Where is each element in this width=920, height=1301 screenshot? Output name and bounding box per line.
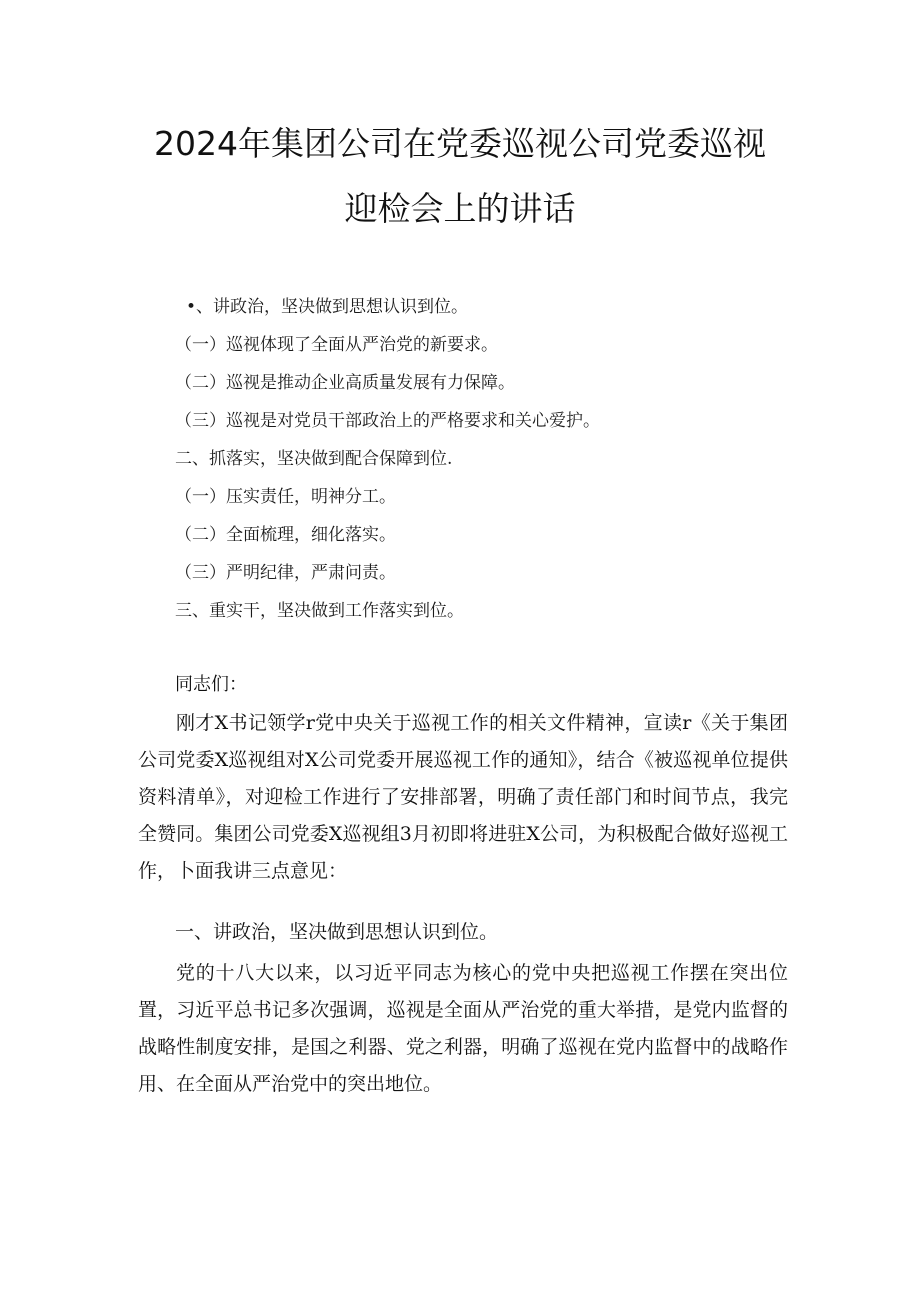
body-paragraph-2: 党的十八大以来，以习近平同志为核心的党中央把巡视工作摆在突出位置，习近平总书记多次强调，巡视是全面从严治党的重大举措，是党内监督的战略性制度安排，是国之利器、党之利器，明确了巡视在党内监督中的战略作用、在全面从严治党中的突出地位。 [138,962,788,1095]
greeting: 同志们： [175,674,247,695]
document-title-line-2: 迎检会上的讲话 [344,189,576,228]
outline-item: •、讲政治，坚决做到思想认识到位。 [186,297,469,317]
outline-item: （三）严明纪律，严肃问责。 [175,563,396,583]
outline-item: （二）全面梳理，细化落实。 [175,525,396,545]
section-heading-1: 一、讲政治，坚决做到思想认识到位。 [175,921,499,943]
outline-item: （一）巡视体现了全面从严治党的新要求。 [175,335,498,355]
outline-item: （二）巡视是推动企业高质量发展有力保障。 [175,373,515,393]
document-title-line-1: 2024年集团公司在党委巡视公司党委巡视 [154,124,766,163]
outline-item: （一）压实责任，明神分工。 [175,487,396,507]
body-paragraph-1: 刚才X书记领学r党中央关于巡视工作的相关文件精神，宣读r《关于集团公司党委X巡视组对X公司党委开展巡视工作的通知》，结合《被巡视单位提供资料清单》，对迎检工作进行了安排部署，明确了责任部门和时间节点，我完全赞同。集团公司党委X巡视组3月初即将进驻X公司，为积极配合做好巡视工作，卜面我讲三点意见： [138,712,788,882]
outline-item: （三）巡视是对党员干部政治上的严格要求和关心爱护。 [175,411,600,431]
outline-item: 三、重实干，坚决做到工作落实到位。 [175,601,464,621]
outline-item: 二、抓落实，坚决做到配合保障到位. [175,449,453,469]
